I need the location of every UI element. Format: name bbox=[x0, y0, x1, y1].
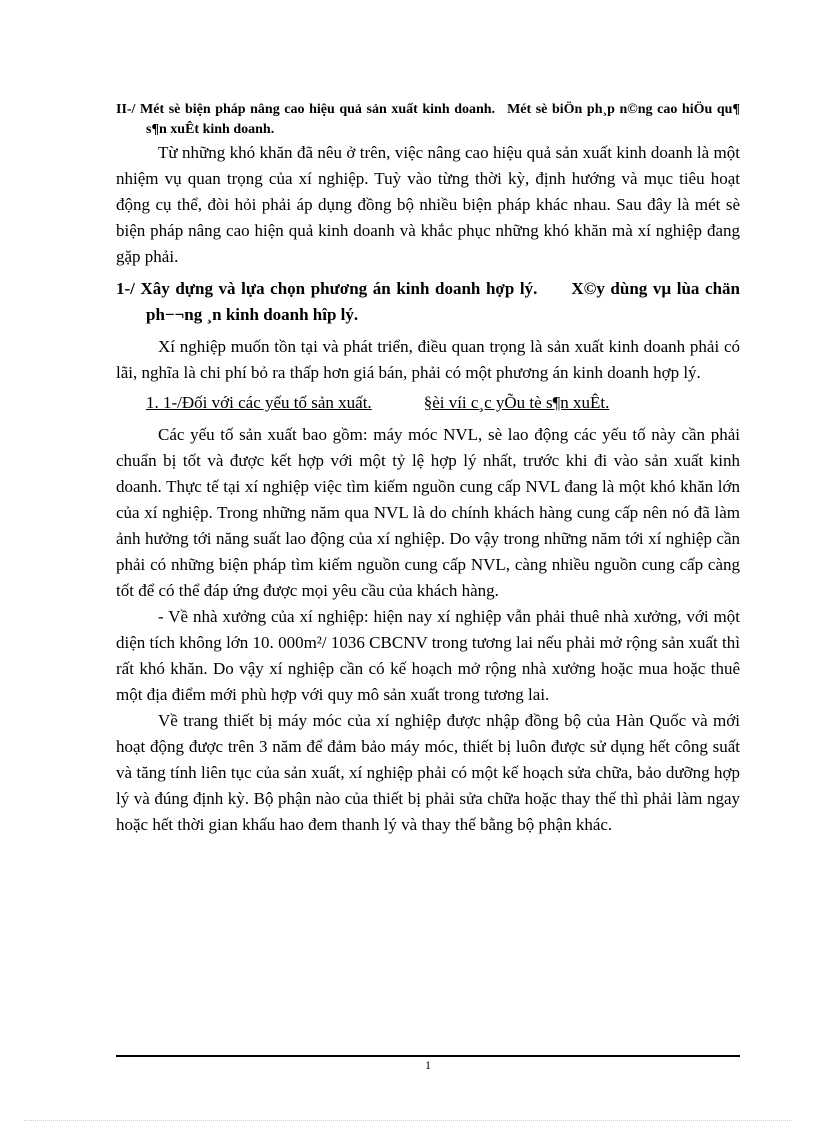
heading-1 bbox=[116, 276, 740, 328]
paragraph-1: Xí nghiệp muốn tồn tại và phát triển, điều quan trọng là sản xuất kinh doanh phải có lãi, nghĩa là chi phí bỏ ra thấp hơn giá bán, phải có một phương án kinh doanh hợp lý. bbox=[116, 337, 740, 382]
intro-paragraph: Từ những khó khăn đã nêu ở trên, việc nâng cao hiệu quả sản xuất kinh doanh là một nhiệm vụ quan trọng của xí nghiệp. Tuỳ vào từng thời kỳ, định hướng và mục tiêu hoạt động cụ thể, đòi hỏi phải áp dụng đồng bộ nhiều biện pháp khác nhau. Sau đây là mét sè biện pháp nâng cao hiện quả kinh doanh và khắc phục những khó khăn mà xí nghiệp đang gặp phải. bbox=[116, 143, 740, 266]
heading-1-text: 1-/ Xây dựng và lựa chọn phương án kinh doanh hợp lý. bbox=[116, 279, 538, 298]
heading-1-1 bbox=[146, 390, 740, 416]
page-bottom-border bbox=[24, 1120, 792, 1121]
paragraph-2: Các yếu tố sản xuất bao gồm: máy móc NVL, sè lao động các yếu tố này cần phải chuẩn bị tốt và được kết hợp với một tỷ lệ hợp lý nhất, trước khi đi vào sản xuất kinh doanh. Thực tế tại xí nghiệp việc tìm kiếm nguồn cung cấp NVL đang là một khó khăn lớn của xí nghiệp. Trong những năm qua NVL là do chính khách hàng cung cấp nên nó đã làm ảnh hưởng tới năng suất lao động của xí nghiệp. Do vậy trong những năm tới xí nghiệp cần phải có những biện pháp tìm kiếm nguồn cung cấp NVL, càng nhiều nguồn cung cấp càng tốt để có thể đáp ứng được mọi yêu cầu của khách hàng. bbox=[116, 425, 740, 600]
section-heading bbox=[116, 100, 740, 140]
heading-1-1-garbled: §èi víi c¸c yÕu tè s¶n xuÊt. bbox=[423, 393, 610, 412]
heading-1-garbled: X©y dùng vµ lùa chän ph−¬ng ¸n kinh doanh hîp lý. bbox=[146, 279, 740, 324]
page-number: 1 bbox=[425, 1058, 431, 1072]
heading-1-1-text: 1. 1-/Đối với các yếu tố sản xuất. bbox=[146, 393, 372, 412]
paragraph-4: Về trang thiết bị máy móc của xí nghiệp được nhập đồng bộ của Hàn Quốc và mới hoạt động được trên 3 năm để đảm bảo máy móc, thiết bị luôn được sử dụng hết công suất và tăng tính liên tục của sản xuất, xí nghiệp phải có một kế hoạch sửa chữa, bảo dưỡng hợp lý và đúng định kỳ. Bộ phận nào của thiết bị phải sửa chữa hoặc thay thế thì phải làm ngay hoặc hết thời gian khấu hao đem thanh lý và thay thế bằng bộ phận khác. bbox=[116, 711, 740, 834]
section-heading-text: II-/ Mét sè biện pháp nâng cao hiệu quả sản xuất kinh doanh. bbox=[116, 102, 496, 117]
section-heading-garbled: Mét sè biÖn ph¸p n©ng cao hiÖu qu¶ s¶n xuÊt kinh doanh. bbox=[146, 102, 740, 137]
paragraph-3: - Về nhà xưởng của xí nghiệp: hiện nay xí nghiệp vẫn phải thuê nhà xưởng, với một diện tích không lớn 10. 000m²/ 1036 CBCNV trong tương lai nếu phải mở rộng sản xuất thì rất khó khăn. Do vậy xí nghiệp cần có kế hoạch mở rộng nhà xưởng hoặc mua hoặc thuê một địa điểm mới phù hợp với quy mô sản xuất trong tương lai. bbox=[116, 607, 740, 704]
document-page bbox=[116, 100, 740, 838]
footer-rule bbox=[116, 1055, 740, 1057]
